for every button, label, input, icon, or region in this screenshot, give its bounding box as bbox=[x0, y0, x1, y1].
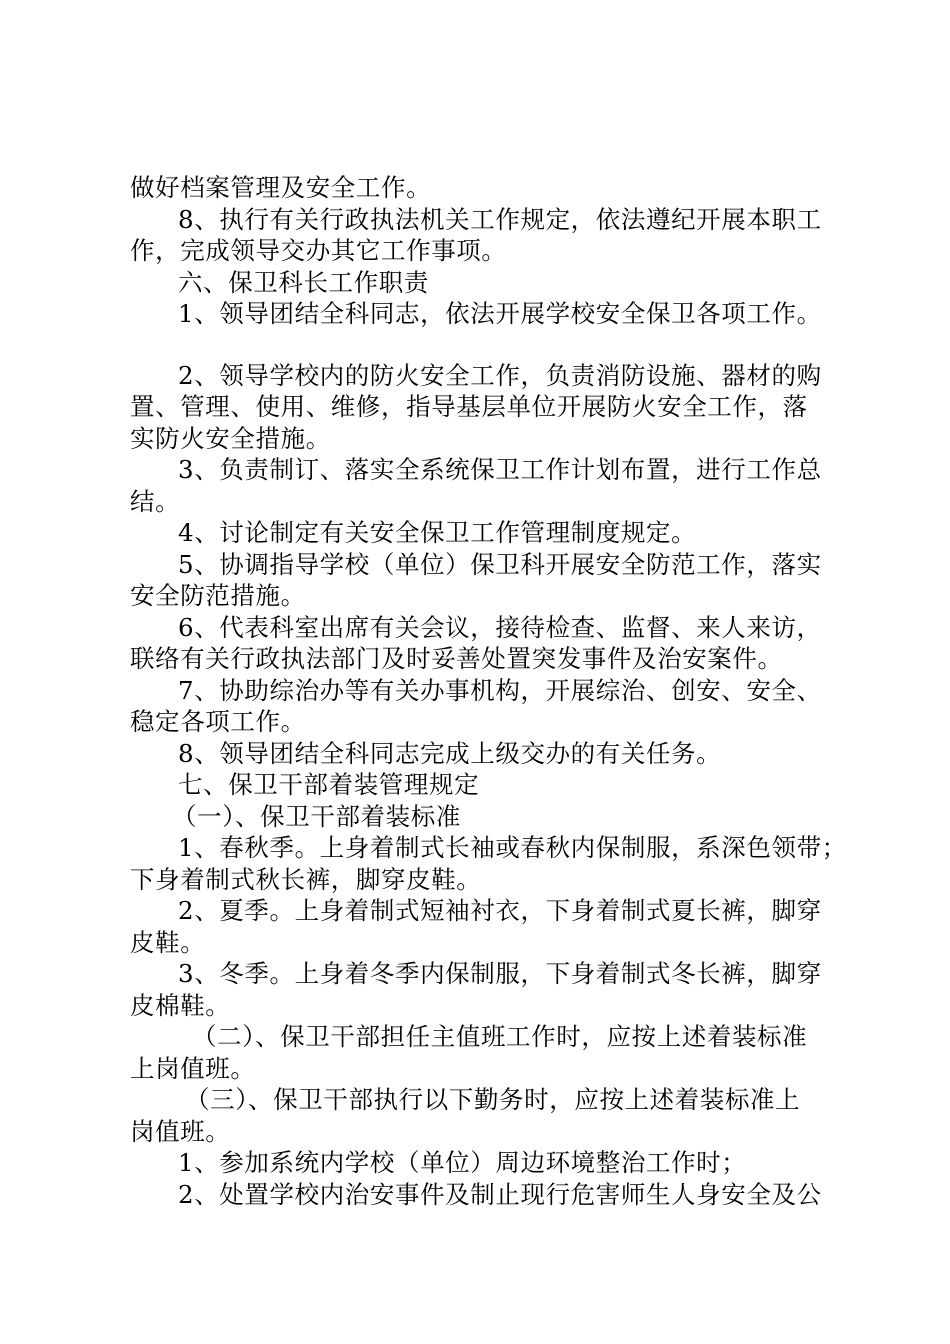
text-line: 1、领导团结全科同志，依法开展学校安全保卫各项工作。 bbox=[178, 299, 822, 328]
document-body bbox=[130, 172, 847, 1210]
text-line: 稳定各项工作。 bbox=[130, 707, 306, 736]
text-line: 联络有关行政执法部门及时妥善处置突发事件及治安案件。 bbox=[130, 644, 783, 673]
text-line: 结。 bbox=[130, 486, 181, 516]
section-heading: 六、保卫科长工作职责 bbox=[178, 267, 429, 297]
text-line: 1、参加系统内学校（单位）周边环境整治工作时； bbox=[178, 1148, 747, 1177]
text-line: 皮棉鞋。 bbox=[130, 990, 231, 1020]
text-line: 8、执行有关行政执法机关工作规定，依法遵纪开展本职工 bbox=[178, 204, 822, 234]
section-heading: 七、保卫干部着装管理规定 bbox=[178, 770, 480, 799]
text-line: 岗值班。 bbox=[130, 1116, 231, 1146]
text-line: 3、冬季。上身着冬季内保制服，下身着制式冬长裤，脚穿 bbox=[178, 959, 822, 988]
text-line: 下身着制式秋长裤，脚穿皮鞋。 bbox=[130, 864, 482, 894]
text-line: 3、负责制订、落实全系统保卫工作计划布置，进行工作总 bbox=[178, 455, 822, 484]
text-line: 8、领导团结全科同志完成上级交办的有关任务。 bbox=[178, 738, 722, 768]
text-line: 作，完成领导交办其它工作事项。 bbox=[130, 236, 507, 265]
text-line: 2、领导学校内的防火安全工作，负责消防设施、器材的购 bbox=[178, 360, 822, 390]
text-line: 2、夏季。上身着制式短袖衬衣，下身着制式夏长裤，脚穿 bbox=[178, 896, 822, 925]
blank-line bbox=[130, 330, 835, 360]
text-line: 实防火安全措施。 bbox=[130, 423, 331, 453]
text-line: 上岗值班。 bbox=[130, 1053, 256, 1083]
text-line: 4、讨论制定有关安全保卫工作管理制度规定。 bbox=[178, 518, 697, 547]
text-line: 7、协助综治办等有关办事机构，开展综治、创安、安全、 bbox=[178, 675, 822, 705]
text-line: 做好档案管理及安全工作。 bbox=[130, 173, 432, 202]
subsection-heading: （三）、保卫干部执行以下勤务时，应按上述着装标准上 bbox=[185, 1085, 801, 1114]
text-line: 皮鞋。 bbox=[130, 927, 206, 957]
text-line: 2、处置学校内治安事件及制止现行危害师生人身安全及公 bbox=[178, 1179, 822, 1209]
text-line: 5、协调指导学校（单位）保卫科开展安全防范工作，落实 bbox=[178, 549, 822, 579]
text-line: 6、代表科室出席有关会议，接待检查、监督、来人来访， bbox=[178, 612, 822, 642]
text-line: 安全防范措施。 bbox=[130, 581, 306, 610]
subsection-heading: （一）、保卫干部着装标准 bbox=[172, 801, 461, 831]
text-line: 置、管理、使用、维修，指导基层单位开展防火安全工作，落 bbox=[130, 392, 808, 421]
subsection-heading: （二）、保卫干部担任主值班工作时，应按上述着装标准 bbox=[192, 1022, 808, 1051]
text-line: 1、春秋季。上身着制式长袖或春秋内保制服，系深色领带； bbox=[178, 833, 847, 862]
